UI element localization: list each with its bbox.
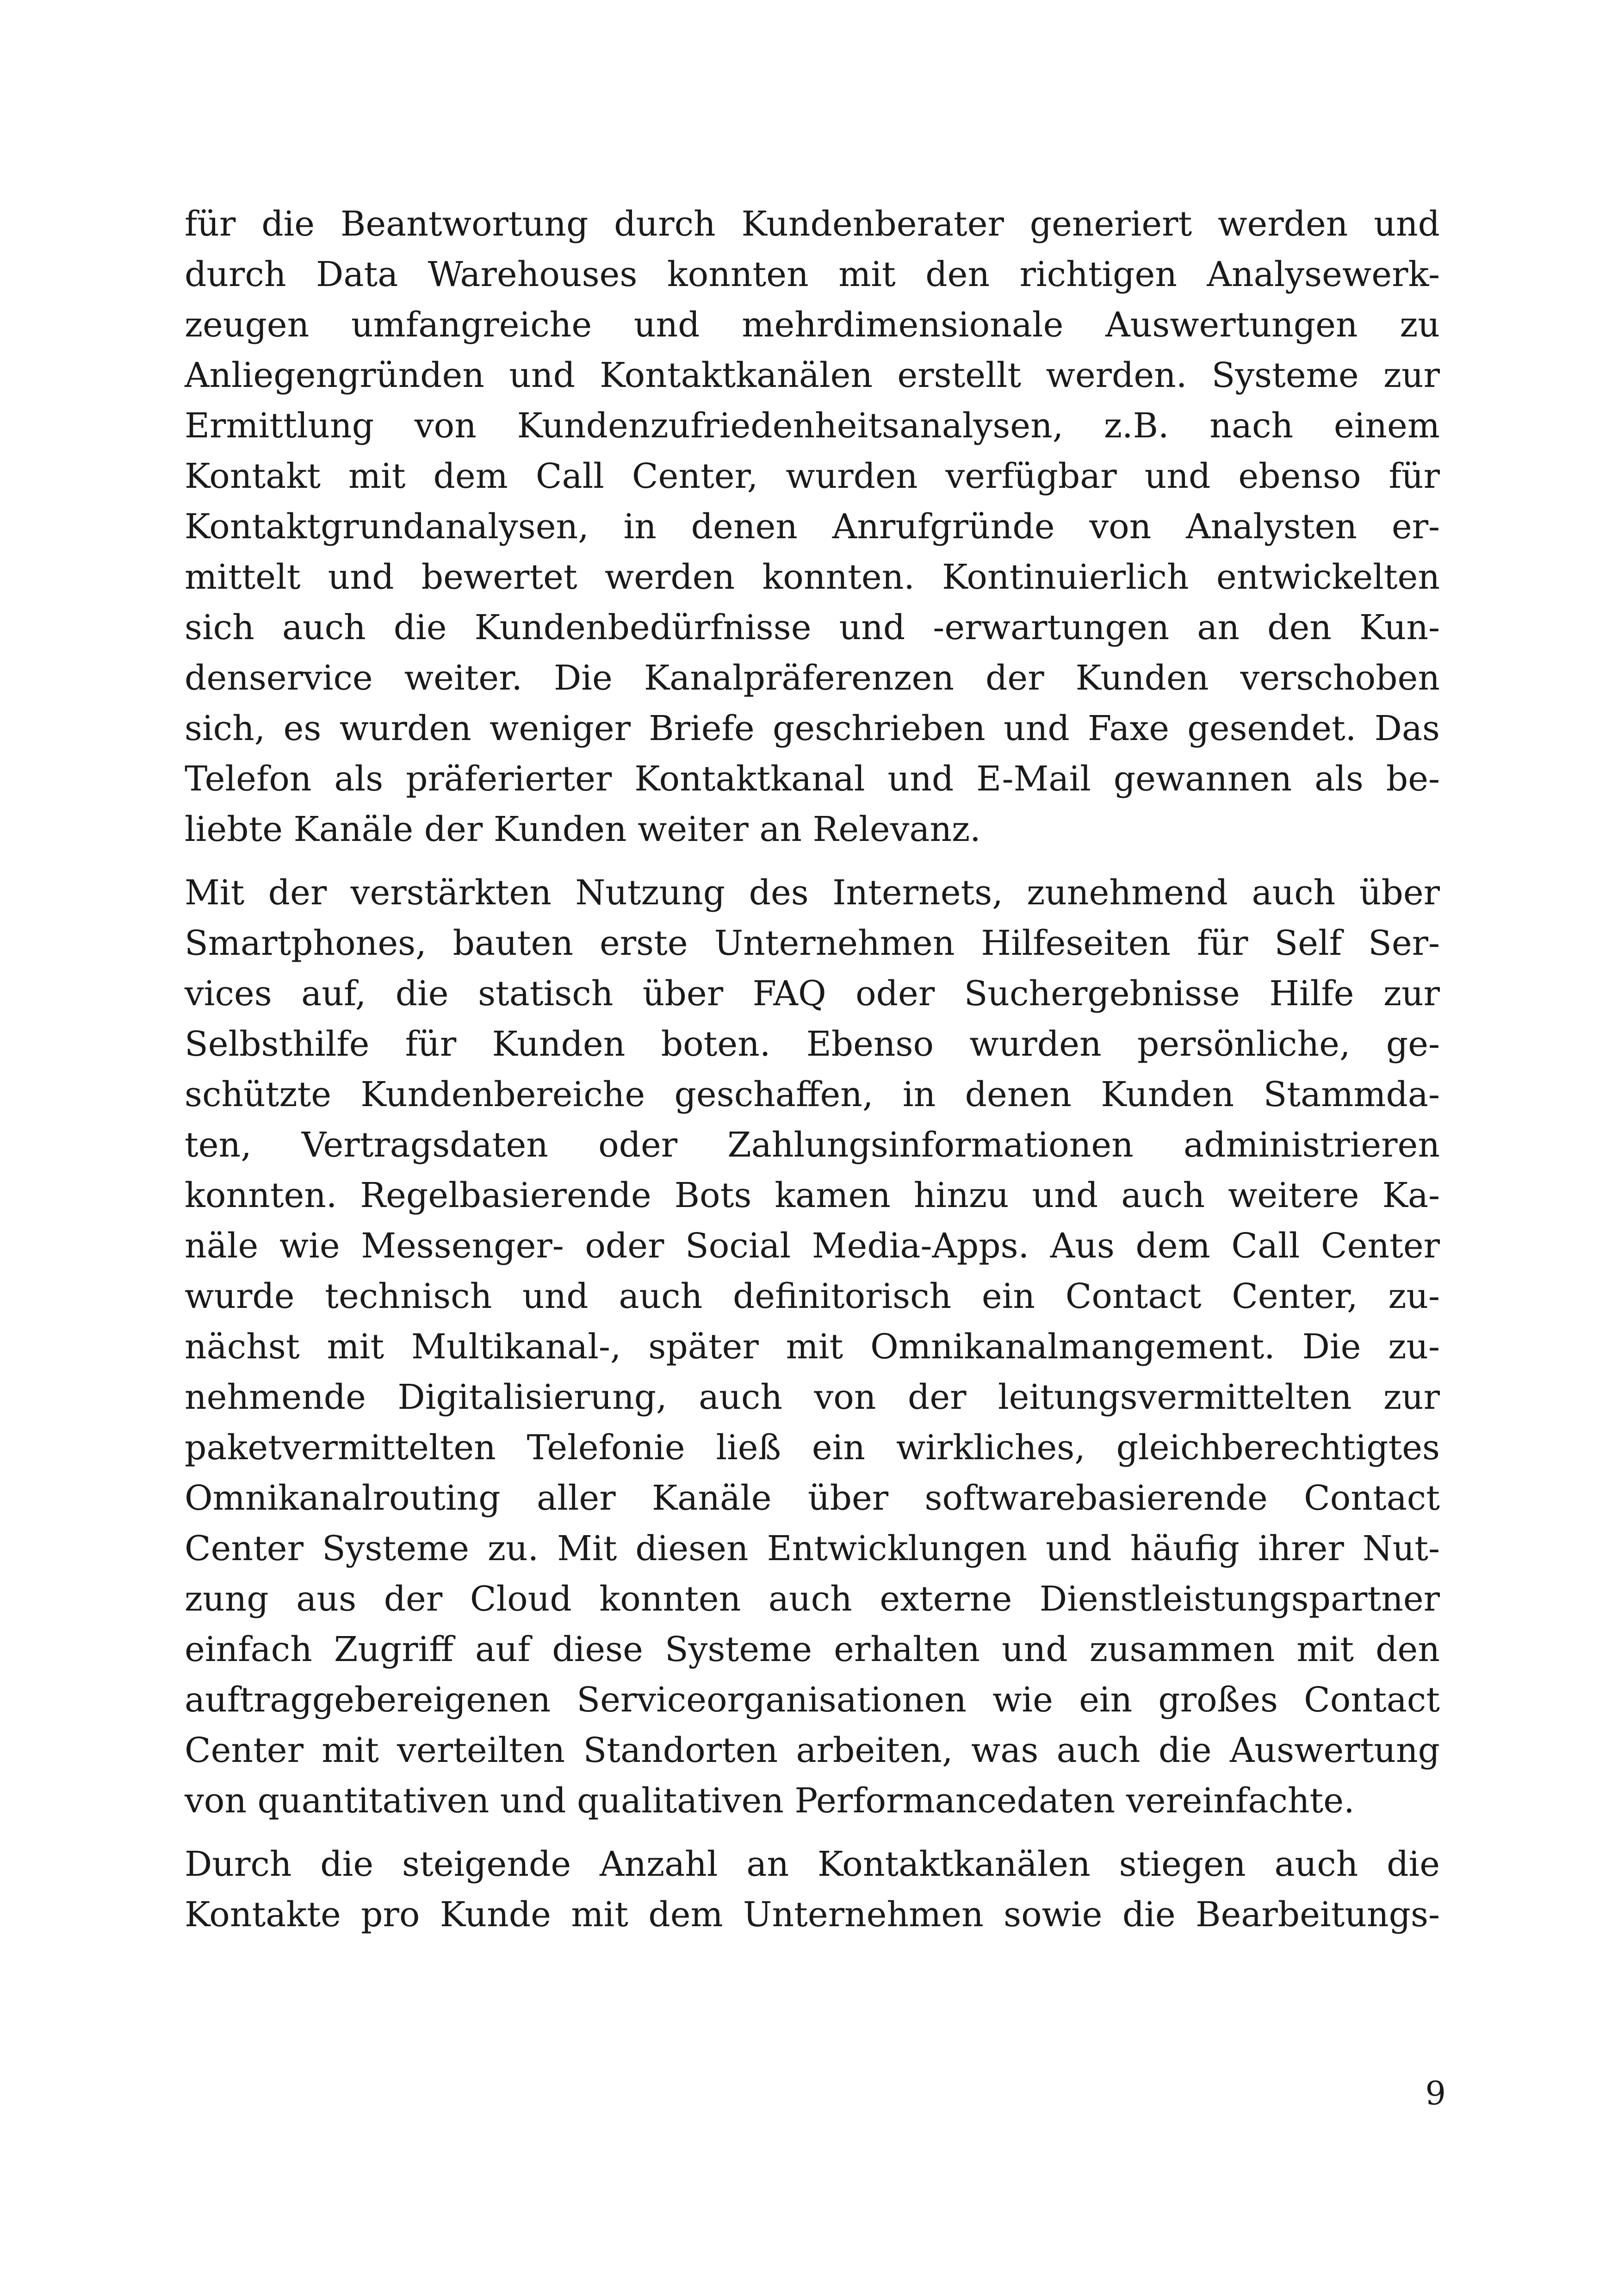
text-line: konnten. Regelbasierende Bots kamen hinzu und auch weitere Ka- — [185, 1176, 1440, 1215]
text-line: paketvermittelten Telefonie ließ ein wirkliches, gleichberechtigtes — [185, 1428, 1440, 1468]
page-number: 9 — [1425, 2074, 1446, 2112]
text-line: denservice weiter. Die Kanalpräferenzen der Kunden verschoben — [185, 658, 1440, 698]
text-line: Center Systeme zu. Mit diesen Entwicklungen und häufig ihrer Nut- — [185, 1529, 1440, 1568]
text-line: liebte Kanäle der Kunden weiter an Relevanz. — [185, 809, 981, 849]
text-line: einfach Zugriff auf diese Systeme erhalten und zusammen mit den — [185, 1630, 1440, 1669]
text-line: auftraggebereigenen Serviceorganisationen wie ein großes Contact — [185, 1680, 1440, 1720]
text-line: Selbsthilfe für Kunden boten. Ebenso wurden persönliche, ge- — [185, 1024, 1440, 1064]
paragraph-2 — [185, 868, 1440, 1826]
text-line: ten, Vertragsdaten oder Zahlungsinformationen administrieren — [185, 1125, 1440, 1165]
text-line: nehmende Digitalisierung, auch von der leitungsvermittelten zur — [185, 1377, 1440, 1417]
text-line: Anliegengründen und Kontaktkanälen erstellt werden. Systeme zur — [185, 355, 1440, 395]
text-line: Kontaktgrundanalysen, in denen Anrufgründe von Analysten er- — [185, 507, 1440, 547]
text-line: wurde technisch und auch definitorisch ein Contact Center, zu- — [185, 1276, 1440, 1316]
text-line: Center mit verteilten Standorten arbeiten, was auch die Auswertung — [185, 1730, 1440, 1770]
text-line: Kontakt mit dem Call Center, wurden verfügbar und ebenso für — [185, 456, 1440, 496]
text-line: Smartphones, bauten erste Unternehmen Hilfeseiten für Self Ser- — [185, 923, 1440, 963]
text-line: Durch die steigende Anzahl an Kontaktkanälen stiegen auch die — [185, 1844, 1440, 1884]
text-line: für die Beantwortung durch Kundenberater generiert werden und — [185, 204, 1440, 244]
text-line: von quantitativen und qualitativen Performancedaten vereinfachte. — [185, 1781, 1355, 1821]
text-line: sich, es wurden weniger Briefe geschrieben und Faxe gesendet. Das — [185, 709, 1440, 748]
paragraph-1 — [185, 199, 1440, 855]
text-line: durch Data Warehouses konnten mit den richtigen Analysewerk- — [185, 255, 1440, 294]
text-line: nächst mit Multikanal-, später mit Omnikanalmangement. Die zu- — [185, 1327, 1440, 1367]
text-line: zung aus der Cloud konnten auch externe Dienstleistungspartner — [185, 1579, 1440, 1619]
paragraph-3 — [185, 1839, 1440, 1940]
text-line: Kontakte pro Kunde mit dem Unternehmen sowie die Bearbeitungs- — [185, 1895, 1440, 1935]
text-line: Ermittlung von Kundenzufriedenheitsanalysen, z.B. nach einem — [185, 406, 1440, 446]
text-line: schützte Kundenbereiche geschaffen, in denen Kunden Stammda- — [185, 1075, 1440, 1114]
text-line: näle wie Messenger- oder Social Media-Apps. Aus dem Call Center — [185, 1226, 1440, 1266]
text-line: mittelt und bewertet werden konnten. Kontinuierlich entwickelten — [185, 557, 1440, 597]
text-line: Telefon als präferierter Kontaktkanal und E-Mail gewannen als be- — [185, 759, 1440, 799]
text-line: vices auf, die statisch über FAQ oder Suchergebnisse Hilfe zur — [185, 974, 1440, 1014]
body-text — [185, 199, 1440, 1940]
text-line: zeugen umfangreiche und mehrdimensionale Auswertungen zu — [185, 305, 1440, 345]
text-line: Mit der verstärkten Nutzung des Internets, zunehmend auch über — [185, 873, 1440, 913]
text-line: Omnikanalrouting aller Kanäle über softwarebasierende Contact — [185, 1478, 1440, 1518]
text-line: sich auch die Kundenbedürfnisse und -erwartungen an den Kun- — [185, 608, 1440, 647]
